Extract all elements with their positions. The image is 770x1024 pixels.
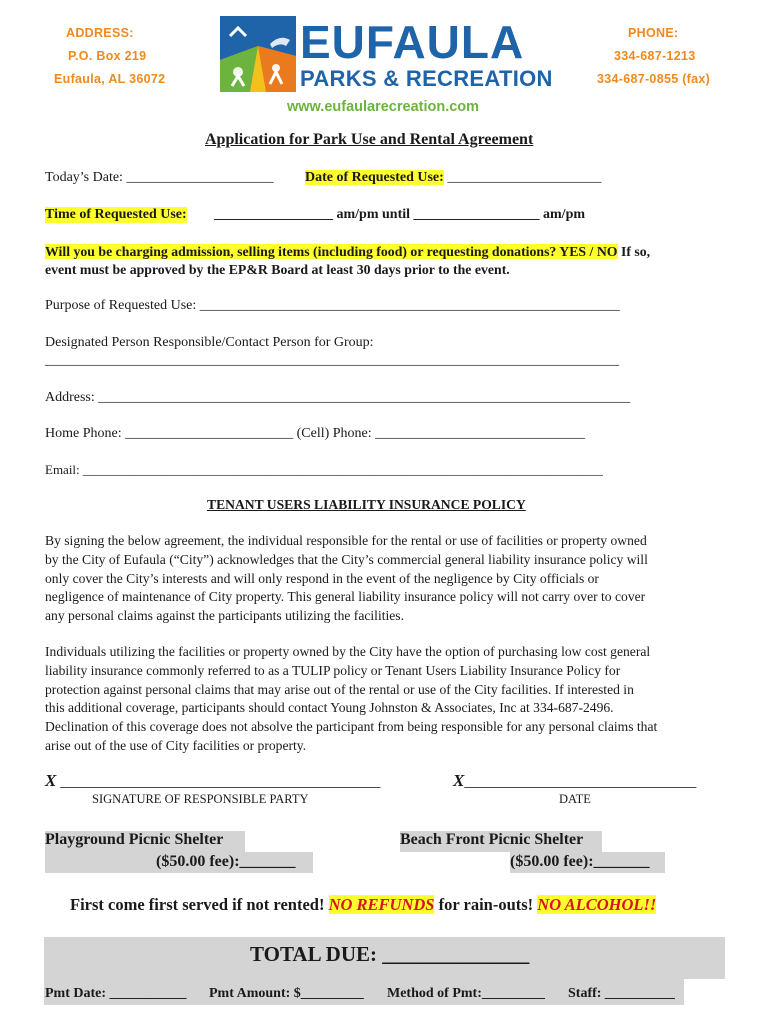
paragraph-line: by the City of Eufaula (“City”) acknowledges that the City’s commercial general liability insurance policy will — [45, 551, 648, 567]
paragraph-line: Individuals utilizing the facilities or property owned by the City have the option of purchasing low cost general — [45, 644, 651, 659]
admission-approval-note: event must be approved by the EP&R Board at least 30 days prior to the event. — [45, 262, 510, 277]
payment-method-field[interactable]: Method of Pmt:_________ — [387, 986, 545, 1001]
designated-person-label: Designated Person Responsible/Contact Person for Group: — [45, 335, 374, 350]
logo-graphic — [220, 16, 296, 92]
paragraph-line: only cover the City’s interests and will only respond in the event of the negligence by City officials or — [45, 570, 599, 586]
beach-front-shelter-fee[interactable]: ($50.00 fee):_______ — [510, 853, 650, 870]
phone-fields[interactable]: Home Phone: ________________________ (Cell) Phone: ______________________________ — [45, 426, 586, 441]
notice-first-come: First come first served if not rented! — [70, 895, 329, 914]
admission-highlight: Will you be charging admission, selling items (including food) or requesting donations? YES / NO — [45, 244, 618, 259]
requested-date-line[interactable]: ______________________ — [443, 170, 602, 185]
playground-shelter-fee[interactable]: ($50.00 fee):_______ — [156, 853, 296, 870]
phone-main: 334-687-1213 — [614, 49, 696, 63]
signature-x-mark: X — [45, 771, 57, 790]
paragraph-line: arise out of the use of City facilities or property. — [45, 737, 307, 753]
admission-question — [45, 244, 650, 260]
total-due[interactable]: TOTAL DUE: ______________ — [250, 942, 530, 966]
todays-date-field[interactable]: Today’s Date: _____________________ — [45, 170, 274, 185]
insurance-heading: TENANT USERS LIABILITY INSURANCE POLICY — [207, 497, 526, 512]
staff-field[interactable]: Staff: __________ — [568, 986, 675, 1001]
email-field[interactable]: Email: ________________________________________________________________________________ — [45, 462, 603, 477]
notice-rain-outs: for rain-outs! — [434, 895, 538, 914]
time-requested-field[interactable]: _________________ am/pm until __________________ am/pm — [214, 207, 586, 222]
address-line1: P.O. Box 219 — [68, 49, 147, 63]
rental-notice — [70, 895, 656, 915]
requested-date-field[interactable] — [305, 170, 601, 186]
signature-line[interactable]: ________________________________________ — [56, 773, 381, 790]
website-link[interactable]: www.eufaularecreation.com — [287, 99, 480, 115]
time-requested-label: Time of Requested Use: — [45, 207, 187, 222]
paragraph-line: liability insurance commonly referred to as a TULIP policy or Tenant Users Liability Insurance Policy for — [45, 662, 621, 678]
logo-title: EUFAULA — [300, 16, 525, 68]
date-line[interactable]: _____________________________ — [464, 773, 697, 790]
paragraph-line: protection against personal claims that may arise out of the rental or use of the City facilities. If interested in — [45, 681, 634, 697]
admission-tail: If so, — [617, 244, 651, 259]
paragraph-line: By signing the below agreement, the individual responsible for the rental or use of facilities or property owned — [45, 533, 647, 548]
logo-subtitle: PARKS & RECREATION — [300, 66, 553, 91]
address-label: ADDRESS: — [66, 26, 134, 40]
address-line2: Eufaula, AL 36072 — [54, 72, 166, 86]
beach-front-shelter-option[interactable]: Beach Front Picnic Shelter — [400, 831, 584, 848]
signature-caption: SIGNATURE OF RESPONSIBLE PARTY — [92, 792, 309, 806]
paragraph-line: negligence of maintenance of City property. This general liability insurance policy will not carry over to cover — [45, 589, 646, 605]
requested-date-label: Date of Requested Use: — [305, 170, 444, 185]
insurance-paragraph-1 — [45, 532, 735, 626]
phone-fax: 334-687-0855 (fax) — [597, 72, 711, 86]
phone-label: PHONE: — [628, 26, 679, 40]
paragraph-line: Declination of this coverage does not absolve the participant from being responsible for any personal claims that — [45, 719, 658, 735]
date-caption: DATE — [559, 792, 591, 806]
designated-person-field[interactable]: __________________________________________________________________________________ — [45, 353, 619, 368]
notice-no-refunds: NO REFUNDS — [328, 895, 435, 914]
date-signature-field[interactable] — [453, 771, 696, 791]
insurance-paragraph-2 — [45, 643, 735, 756]
form-title: Application for Park Use and Rental Agreement — [205, 131, 534, 148]
address-field[interactable]: Address: ____________________________________________________________________________ — [45, 390, 631, 405]
playground-shelter-option[interactable]: Playground Picnic Shelter — [45, 831, 224, 848]
signature-field[interactable] — [45, 771, 380, 791]
paragraph-line: any personal claims against the participants utilizing the facilities. — [45, 608, 404, 624]
payment-amount-field[interactable]: Pmt Amount: $_________ — [209, 986, 364, 1001]
notice-no-alcohol: NO ALCOHOL!! — [537, 895, 657, 914]
date-x-mark: X — [453, 771, 465, 790]
purpose-field[interactable]: Purpose of Requested Use: ____________________________________________________________ — [45, 298, 620, 313]
payment-date-field[interactable]: Pmt Date: ___________ — [45, 986, 187, 1001]
paragraph-line: this additional coverage, participants should contact Young Johnston & Associates, Inc at 334-687-2496. — [45, 700, 614, 716]
